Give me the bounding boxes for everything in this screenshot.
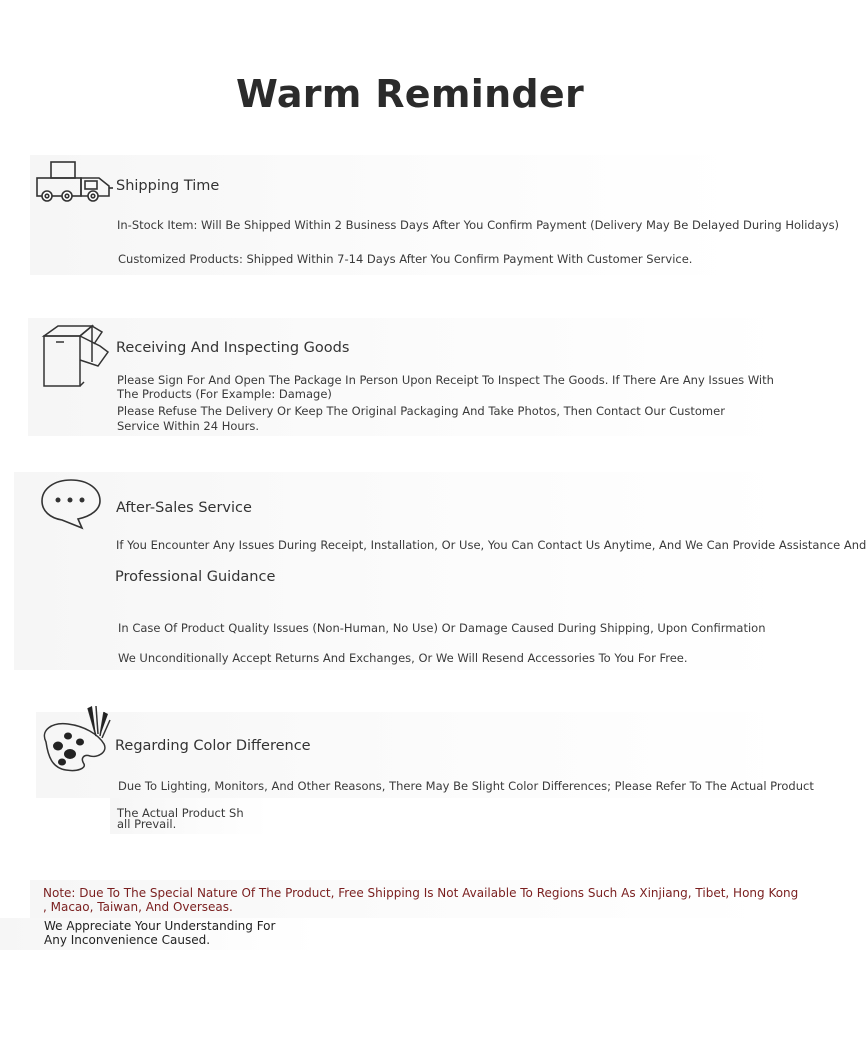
color-heading: Regarding Color Difference <box>115 738 311 754</box>
receiving-line-4: Service Within 24 Hours. <box>117 419 260 433</box>
box-icon <box>40 322 112 390</box>
chat-bubble-icon <box>38 476 104 532</box>
shipping-restriction-note-line-2: , Macao, Taiwan, And Overseas. <box>43 900 233 914</box>
appreciation-note-line-1: We Appreciate Your Understanding For <box>44 919 276 933</box>
palette-icon <box>38 702 116 774</box>
after-sales-sub-line-1: In Case Of Product Quality Issues (Non-Human, No Use) Or Damage Caused During Shipping, Upon Confirmation <box>118 621 766 635</box>
page-title: Warm Reminder <box>235 72 585 116</box>
shipping-line-2: Customized Products: Shipped Within 7-14 Days After You Confirm Payment With Customer Service. <box>118 252 693 266</box>
color-line-3: all Prevail. <box>117 817 177 831</box>
receiving-line-3: Please Refuse The Delivery Or Keep The Original Packaging And Take Photos, Then Contact Our Customer <box>117 404 725 418</box>
shipping-line-1: In-Stock Item: Will Be Shipped Within 2 Business Days After You Confirm Payment (Delivery May Be Delayed During Holidays) <box>117 218 840 232</box>
after-sales-line-1: If You Encounter Any Issues During Receipt, Installation, Or Use, You Can Contact Us Anytime, And We Can Provide Assistance And <box>116 538 866 552</box>
truck-icon <box>33 158 115 206</box>
color-line-1: Due To Lighting, Monitors, And Other Reasons, There May Be Slight Color Differences; Please Refer To The Actual Product <box>118 779 814 793</box>
receiving-heading: Receiving And Inspecting Goods <box>116 340 350 356</box>
shipping-restriction-note-line-1: Note: Due To The Special Nature Of The Product, Free Shipping Is Not Available To Regions Such As Xinjiang, Tibet, Hong Kong <box>43 886 799 900</box>
color-line-2: The Actual Product Sh <box>117 806 244 820</box>
professional-guidance-heading: Professional Guidance <box>115 569 276 585</box>
after-sales-heading: After-Sales Service <box>116 500 252 516</box>
receiving-line-2: The Products (For Example: Damage) <box>117 387 332 401</box>
shipping-heading: Shipping Time <box>116 178 220 194</box>
receiving-line-1: Please Sign For And Open The Package In Person Upon Receipt To Inspect The Goods. If There Are Any Issues With <box>117 373 774 387</box>
after-sales-sub-line-2: We Unconditionally Accept Returns And Exchanges, Or We Will Resend Accessories To You For Free. <box>118 651 688 665</box>
appreciation-note-line-2: Any Inconvenience Caused. <box>44 933 211 947</box>
